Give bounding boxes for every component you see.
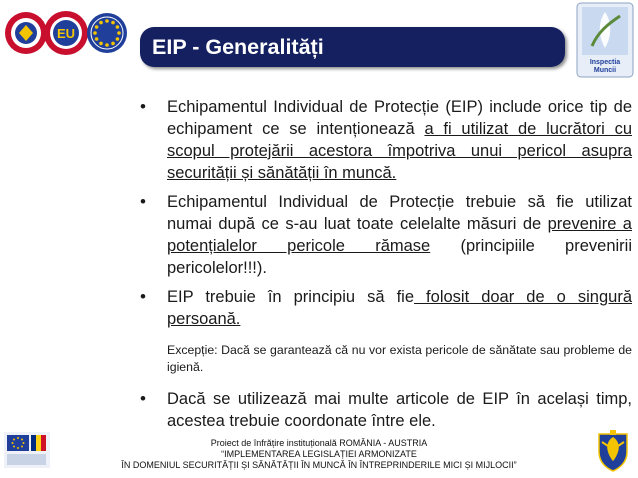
bullet-marker: • [140,192,146,211]
bullet-text [167,96,632,184]
eu-badge-icon [44,11,88,55]
exception-note: Excepție: Dacă se garantează că nu vor exista pericole de sănătate sau probleme de igienă. [167,343,632,374]
eu-flag-icon [4,432,50,468]
bullet-text-underlined: a fi utilizat de lucrători cu scopul protejării acestora împotriva unui pericol asupra securității și sănătății în muncă. [167,120,632,182]
eu-stars-badge-icon [87,13,127,53]
slide-title: EIP - Generalități [152,35,324,59]
bullet-item [140,191,632,279]
slide-content [140,96,632,432]
footer [100,438,538,471]
bullet-text-part: Echipamentul Individual de Protecție trebuie să fie utilizat numai după ce s-au luat toate celelalte măsuri de [167,193,632,233]
bullet-text-underlined: prevenire a potențialelor pericole rămase [167,215,632,255]
logo-text-muncii: Muncii [593,67,617,74]
eu-badge-label: EU [56,26,76,41]
bullet-text-part: (principiile prevenirii pericolelor!!!). [167,237,632,277]
bullet-text-part: EIP trebuie în principiu să fie [167,288,415,306]
bullet-item [140,286,632,330]
footer-line-2: “IMPLEMENTAREA LEGISLAȚIEI ARMONIZATE [221,449,417,459]
footer-line-1: Proiect de înfrățire instituțională ROMÂNIA - AUSTRIA [210,438,428,448]
auva-badge-icon [5,12,47,54]
bullet-marker: • [140,97,146,116]
romania-coat-of-arms-icon [596,428,630,472]
bullet-marker: • [140,389,146,408]
bullet-text-part: Echipamentul Individual de Protecție (EIP) include orice tip de echipament ce se intenționează [167,98,632,138]
bullet-text [167,388,632,432]
bullet-text [167,286,632,330]
bullet-text-underlined: folosit doar de o singură persoană. [167,288,632,328]
logo-text-inspectia: Inspectia [589,59,621,66]
bullet-marker: • [140,287,146,306]
bullet-text [167,191,632,279]
partner-logos [4,6,128,64]
inspectia-muncii-logo [576,2,634,78]
bullet-text-part: Dacă se utilizează mai multe articole de EIP în același timp, acestea trebuie coordonate între ele. [167,390,632,430]
bullet-item [140,96,632,184]
footer-line-3: ÎN DOMENIUL SECURITĂȚII ȘI SĂNĂTĂȚII ÎN MUNCĂ ÎN ÎNTREPRINDERILE MICI ȘI MIJLOCII” [121,460,517,470]
bullet-item [140,388,632,432]
